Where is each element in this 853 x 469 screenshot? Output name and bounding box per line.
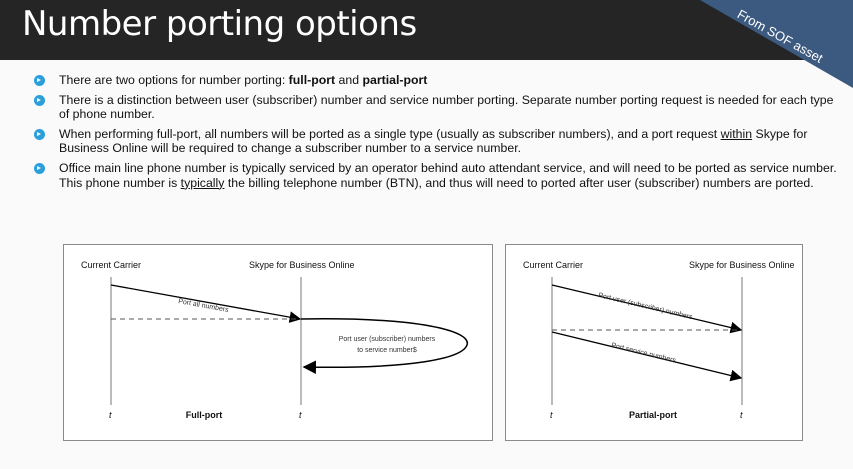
partial-message-1-label: Port user (subscriber) numbers: [597, 292, 694, 322]
bullet-text: Skype for Business Online will be required to change a subscriber number to a service number.: [59, 126, 808, 156]
full-port-caption: Full-port: [185, 410, 223, 420]
bullet-text: the billing telephone number (BTN), and thus will need to ported after user (subscriber) numbers are ported.: [224, 175, 814, 190]
bullet-text: Office main line phone number is typically serviced by an operator behind auto attendant service, and will need to be ported as service number. This phone number is: [59, 160, 837, 190]
bullet-arrow-icon: [34, 163, 45, 174]
bullet-bold-text: partial-port: [362, 73, 428, 87]
partial-port-diagram: [505, 244, 803, 441]
bullet-underlined-text: typically: [180, 175, 225, 190]
bullet-text: When performing full-port, all numbers will be ported as a single type (usually as subscriber numbers), and a port request: [59, 126, 721, 141]
corner-ribbon-label: From SOF asset: [734, 6, 826, 66]
bullet-item: [34, 127, 839, 156]
bullet-text: and: [335, 73, 363, 87]
bullet-text: There is a distinction between user (subscriber) number and service number porting. Separate number porting request is needed for each type of phone number.: [59, 92, 834, 122]
bullet-item: [34, 161, 839, 190]
partial-message-2-label: Port service numbers: [610, 342, 677, 365]
full-left-party-label: Current Carrier: [81, 260, 142, 270]
bullet-arrow-icon: [34, 75, 45, 86]
partial-left-party-label: Current Carrier: [523, 260, 584, 270]
bullet-underlined-text: within: [720, 126, 753, 141]
bullet-arrow-icon: [34, 95, 45, 106]
bullet-item: [34, 73, 839, 88]
bullet-text: There are two options for number porting:: [59, 73, 289, 87]
full-port-diagram: [63, 244, 493, 441]
bullet-bold-text: full-port: [288, 73, 336, 87]
bullet-list: [34, 73, 839, 195]
partial-port-caption: Partial-port: [628, 410, 678, 420]
bullet-arrow-icon: [34, 129, 45, 140]
full-left-time-label: t: [109, 410, 112, 420]
partial-left-time-label: t: [550, 410, 553, 420]
full-message-2-label-line1: Port user (subscriber) numbers: [338, 336, 436, 343]
slide-title: Number porting options: [22, 4, 417, 44]
bullet-item: [34, 93, 839, 122]
partial-right-party-label: Skype for Business Online: [689, 260, 795, 270]
full-right-party-label: Skype for Business Online: [249, 260, 355, 270]
full-message-2-arrow: [301, 319, 467, 367]
full-right-time-label: t: [299, 410, 302, 420]
full-message-2-label-line2: to service number$: [357, 347, 417, 354]
partial-right-time-label: t: [740, 410, 743, 420]
full-message-1-label: Port all numbers: [177, 298, 230, 314]
